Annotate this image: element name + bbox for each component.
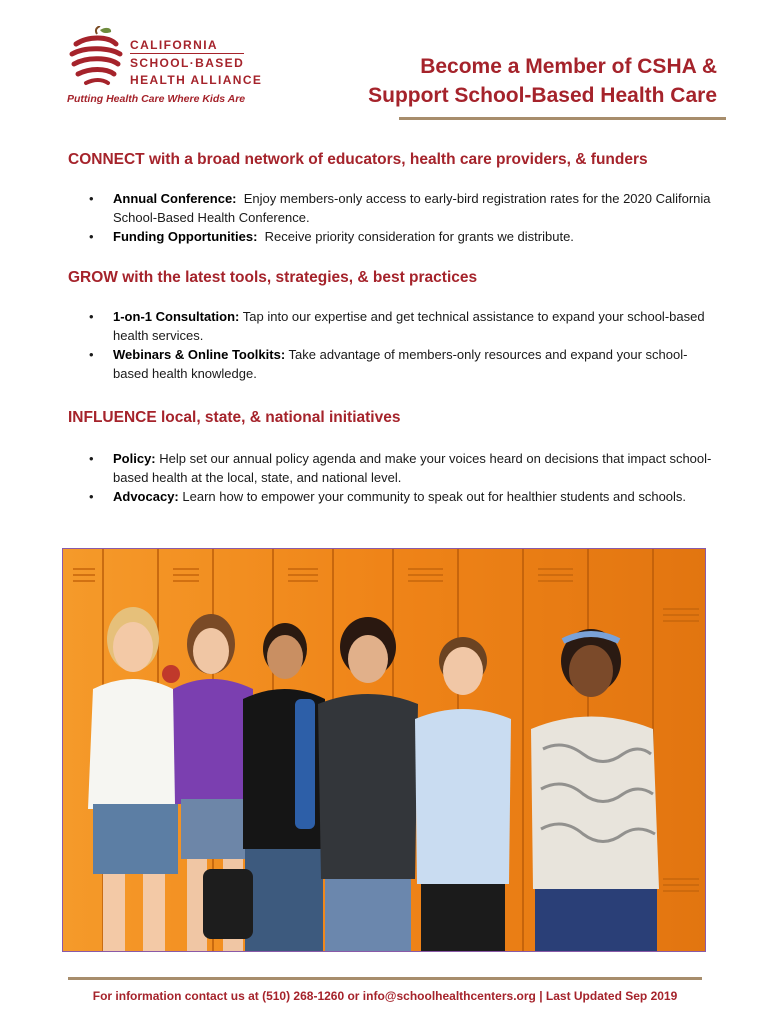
bullet-icon: •: [89, 309, 94, 324]
footer-divider: [68, 977, 702, 980]
bullet-icon: •: [89, 229, 94, 244]
section-grow: [68, 269, 718, 383]
logo-tagline: Putting Health Care Where Kids Are: [67, 93, 246, 105]
logo-line-health-alliance: HEALTH ALLIANCE: [130, 73, 263, 87]
title-line-1: Become a Member of CSHA &: [420, 55, 717, 78]
list-item: [68, 227, 718, 246]
item-text: Receive priority consideration for grants we distribute.: [264, 229, 574, 244]
item-term: Webinars & Online Toolkits:: [113, 347, 286, 362]
list-item: [68, 487, 718, 506]
section-connect: [68, 151, 718, 246]
logo-divider: [130, 53, 244, 54]
bullet-list: [68, 307, 718, 383]
footer-contact: For information contact us at (510) 268-1260 or info@schoolhealthcenters.org | Last Updated Sep 2019: [92, 989, 678, 1003]
title-divider: [399, 117, 726, 120]
item-text: Enjoy members-only access to early-bird registration rates for the 2020 California School-Based Health Conference.: [113, 191, 711, 225]
item-text: Learn how to empower your community to speak out for healthier students and schools.: [182, 489, 687, 504]
bullet-icon: •: [89, 489, 94, 504]
list-item: [68, 345, 718, 383]
bullet-list: [68, 449, 718, 506]
students-lockers-photo: [62, 548, 706, 952]
section-heading: GROW with the latest tools, strategies, & best practices: [68, 269, 478, 286]
csha-logo: [64, 26, 264, 110]
bullet-icon: •: [89, 347, 94, 362]
bullet-list: [68, 189, 718, 246]
students-photo-illustration: [63, 549, 706, 952]
item-term: 1-on-1 Consultation:: [113, 309, 240, 324]
item-term: Annual Conference:: [113, 191, 237, 206]
item-term: Policy:: [113, 451, 156, 466]
item-term: Funding Opportunities:: [113, 229, 258, 244]
item-term: Advocacy:: [113, 489, 179, 504]
list-item: [68, 449, 718, 487]
list-item: [68, 189, 718, 227]
logo-line-school-based: SCHOOL·BASED: [130, 56, 245, 70]
apple-swirl-icon: [64, 26, 130, 92]
bullet-icon: •: [89, 451, 94, 466]
title-line-2: Support School-Based Health Care: [368, 84, 717, 107]
item-text: Tap into our expertise and get technical assistance to expand your school-based health services.: [113, 309, 705, 343]
page-title: [368, 52, 717, 110]
section-heading: CONNECT with a broad network of educators, health care providers, & funders: [68, 151, 648, 168]
item-text: Take advantage of members-only resources and expand your school-based health knowledge.: [113, 347, 688, 381]
section-heading: INFLUENCE local, state, & national initiatives: [68, 409, 401, 426]
item-text: Help set our annual policy agenda and make your voices heard on decisions that impact school-based health at the local, state, and national level.: [113, 451, 712, 485]
bullet-icon: •: [89, 191, 94, 206]
section-influence: [68, 409, 718, 506]
list-item: [68, 307, 718, 345]
logo-line-california: CALIFORNIA: [130, 38, 218, 52]
